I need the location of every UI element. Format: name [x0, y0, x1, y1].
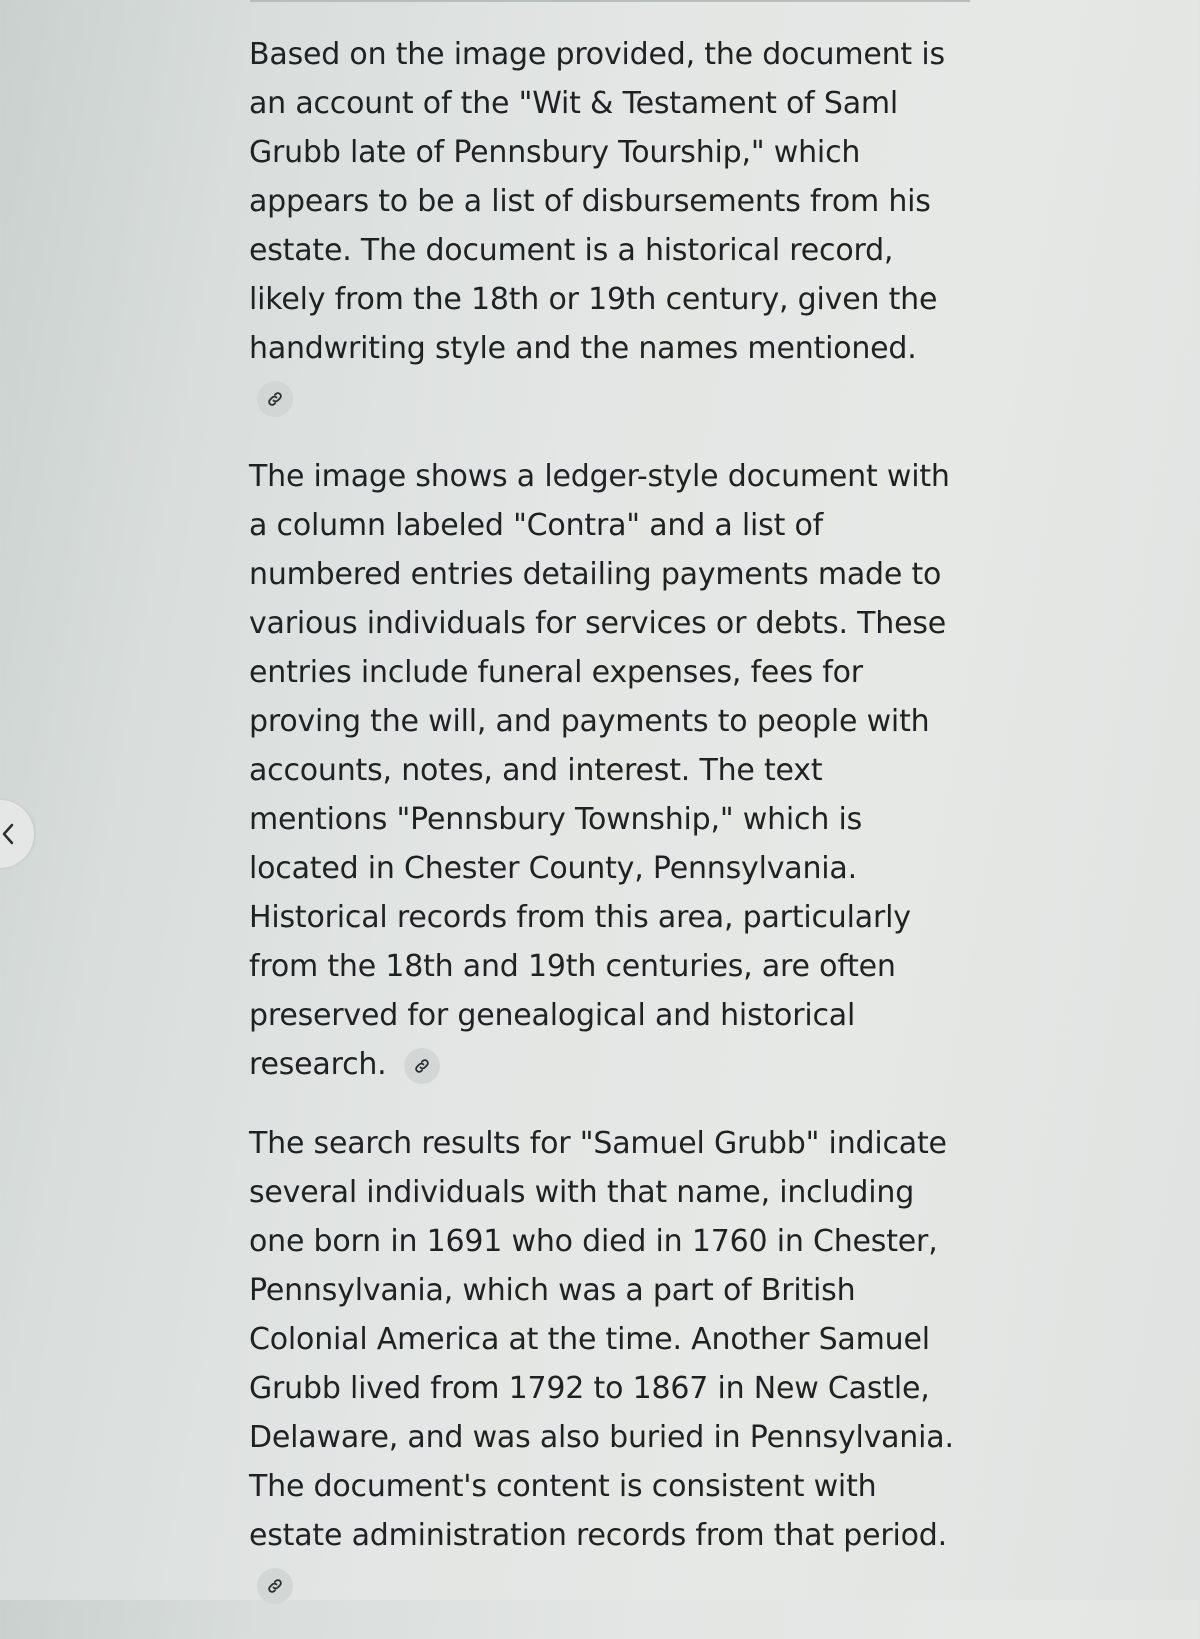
source-link-button[interactable]: [257, 381, 293, 417]
chevron-left-icon: [0, 822, 16, 846]
assistant-response: [249, 30, 969, 1639]
link-icon: [413, 1057, 431, 1075]
link-icon: [266, 1577, 284, 1595]
top-divider: [250, 0, 970, 2]
link-icon: [266, 390, 284, 408]
paragraph-text: Based on the image provided, the document is an account of the "Wit & Testament of Saml Grubb late of Pennsbury Tourship," which appears to be a list of disbursements from his estate. The document is a historical record, likely from the 18th or 19th century, given the handwriting style and the names mentioned.: [249, 37, 945, 366]
response-paragraph: [249, 1119, 969, 1609]
response-paragraph: [249, 452, 969, 1089]
collapse-panel-handle[interactable]: [0, 800, 34, 868]
response-paragraph: [249, 30, 969, 422]
paragraph-text: The search results for "Samuel Grubb" indicate several individuals with that name, including one born in 1691 who died in 1760 in Chester, Pennsylvania, which was a part of British Colonial America at the time. Another Samuel Grubb lived from 1792 to 1867 in New Castle, Delaware, and was also buried in Pennsylvania. The document's content is consistent with estate administration records from that period.: [249, 1126, 954, 1553]
paragraph-text: The image shows a ledger-style document with a column labeled "Contra" and a list of numbered entries detailing payments made to various individuals for services or debts. These entries include funeral expenses, fees for proving the will, and payments to people with accounts, notes, and interest. The text mentions "Pennsbury Township," which is located in Chester County, Pennsylvania. Historical records from this area, particularly from the 18th and 19th centuries, are often preserved for genealogical and historical research.: [249, 459, 950, 1082]
source-link-button[interactable]: [404, 1048, 440, 1084]
source-link-button[interactable]: [257, 1568, 293, 1604]
